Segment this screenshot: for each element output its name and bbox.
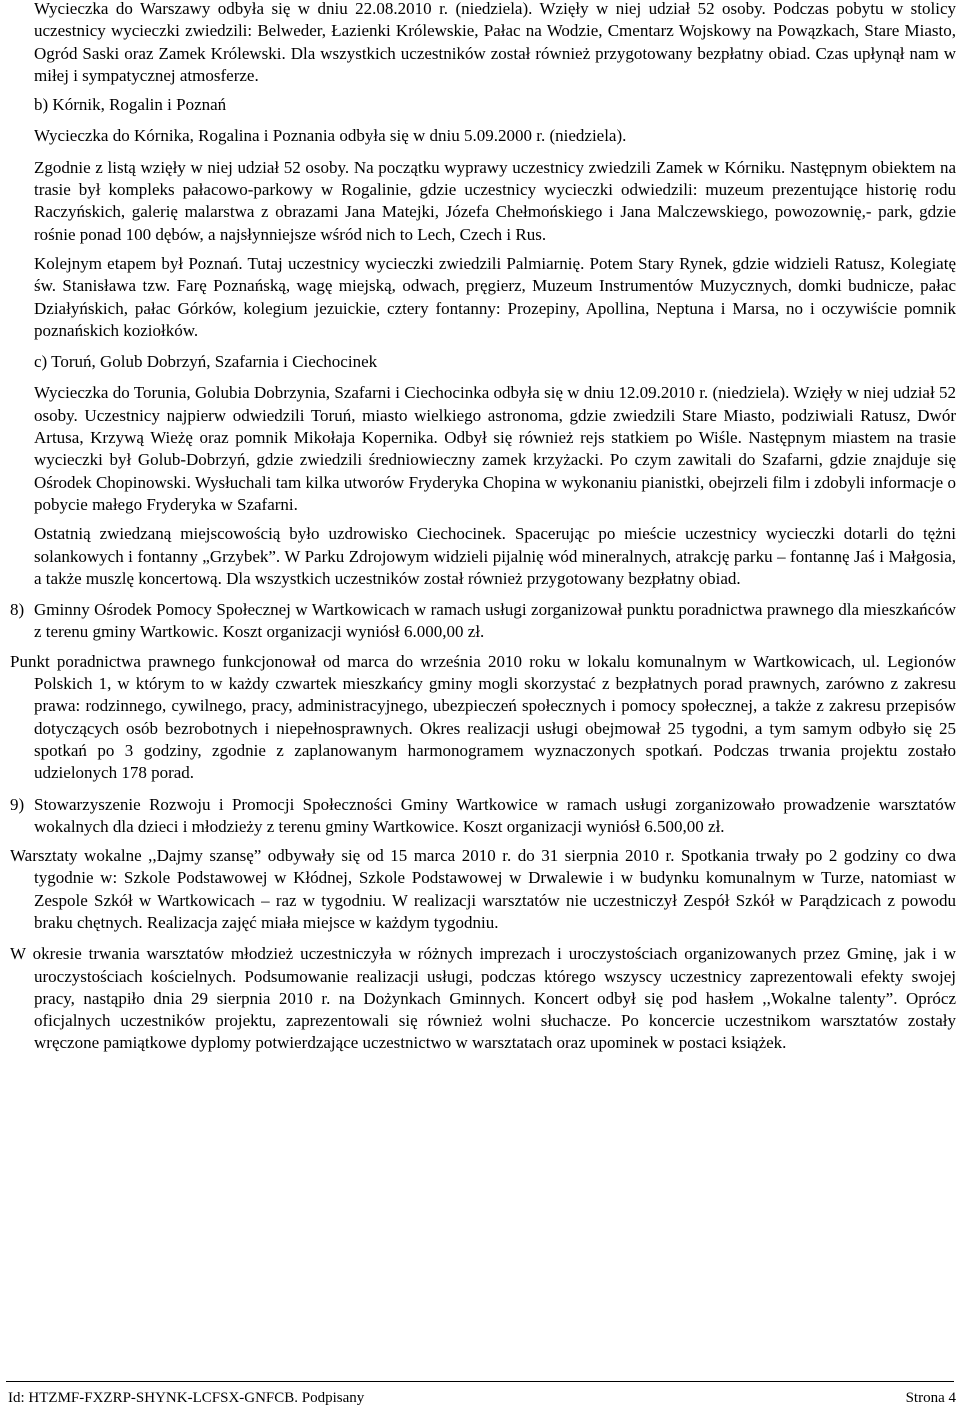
paragraph-legal-advice: Punkt poradnictwa prawnego funkcjonował od marca do września 2010 roku w lokalu komunalnym w Wartkowicach, ul. Legionów Polskich 1, w którym to w każdy czwartek mieszkańcy gminy mogli skorzystać z bezpłatnych porad prawnych, zarówno z zakresu prawa: rodzinnego, cywilnego, pracy, administracyjnego, ubezpieczeń społecznych i pomocy społecznej, a także z zakresu przepisów dotyczących osób bezrobotnych i niepełnosprawnych. Okres realizacji usługi obejmował 25 tygodni, a tym samym odbyło się 25 spotkań po 3 godziny, zgodnie z zaplanowanym harmonogramem wyznaczonych spotkań. Podczas trwania projektu zostało udzielonych 178 porad. <box>10 651 956 783</box>
section-heading-b: b) Kórnik, Rogalin i Poznań <box>34 95 227 115</box>
paragraph-torun-trip: Wycieczka do Torunia, Golubia Dobrzynia, Szafarni i Ciechocinka odbyła się w dniu 12.09.2010 r. (niedziela). Wzięły w niej udział 52 osoby. Uczestnicy najpierw odwiedzili Toruń, miasto wielkiego astronoma, gdzie zwiedzili Stare Miasto, podziwiali Ratusz, Dwór Artusa, Krzywą Wieżę oraz pomnik Mikołaja Kopernika. Odbył się również rejs statkiem po Wiśle. Następnym miastem na trasie wycieczki był Golub-Dobrzyń, gdzie zwiedzili średniowieczny zamek krzyżacki. Po czym zawitali do Szafarni, gdzie znajduje się Ośrodek Chopinowski. Wysłuchali tam kilka utworów Fryderyka Chopina w wykonaniu pianistki, obejrzeli film i zdobyli informacje o pobycie małego Fryderyka w Szafarni. <box>34 383 956 514</box>
item-text: Stowarzyszenie Rozwoju i Promocji Społeczności Gminy Wartkowice w ramach usługi zorganizowało prowadzenie warsztatów wokalnych dla dzieci i młodzieży z terenu gminy Wartkowice. Koszt organizacji wyniósł 6.500,00 zł. <box>34 794 956 836</box>
paragraph-warsaw-trip: Wycieczka do Warszawy odbyła się w dniu 22.08.2010 r. (niedziela). Wzięły w niej udział 52 osoby. Podczas pobytu w stolicy uczestnicy wycieczki zwiedzili: Belweder, Łazienki Królewskie, Pałac na Wodzie, Cmentarz Wojskowy na Powązkach, Stare Miasto, Ogród Saski oraz Zamek Królewski. Dla wszystkich uczestników został również przygotowany bezpłatny obiad. Czas upłynął nam w miłej i sympatycznej atmosferze. <box>34 0 956 85</box>
paragraph-ciechocinek-visit: Ostatnią zwiedzaną miejscowością było uzdrowisko Ciechocinek. Spacerując po mieście uczestnicy wycieczki dotarli do tężni solankowych i fontanny „Grzybek”. W Parku Zdrojowym widzieli pijalnię wód mineralnych, atrakcję parku – fontannę Jaś i Małgosia, a także muszlę koncertową. Dla wszystkich uczestników został również przygotowany bezpłatny obiad. <box>34 524 956 588</box>
paragraph-kornik-trip-date: Wycieczka do Kórnika, Rogalina i Poznania odbyła się w dniu 5.09.2000 r. (niedziela). <box>34 126 627 146</box>
paragraph-poznan-visit: Kolejnym etapem był Poznań. Tutaj uczestnicy wycieczki zwiedzili Palmiarnię. Potem Stary Rynek, gdzie widzieli Ratusz, Kolegiatę św. Stanisława tzw. Farę Poznańską, wagę miejską, odwach, pręgierz, Muzeum Instrumentów Muzycznych, domki budnicze, pałac Działyńskich, pałac Górków, kolegium jezuickie, cztery fontanny: Prozepiny, Apollina, Neptuna i Marsa, no i oczywiście pomnik poznańskich koziołków. <box>34 253 956 340</box>
page-number: Strona 4 <box>905 1390 956 1406</box>
paragraph-workshop-summary: W okresie trwania warsztatów młodzież uczestniczyła w różnych imprezach i uroczystościach organizowanych przez Gminę, jak i w uroczystościach kościelnych. Podsumowanie realizacji usługi, podczas którego wszyscy uczestnicy zaprezentowali efekty swojej pracy, nastąpiło dnia 29 sierpnia 2010 r. na Dożynkach Gminnych. Koncert odbył się pod hasłem ,,Wokalne talenty”. Oprócz oficjalnych uczestników projektu, zaprezentowali się również wolni słuchacze. Po koncercie uczestnikom warsztatów zostały wręczone pamiątkowe dyplomy potwierdzające uczestnictwo w warsztatach oraz upominek w postaci książek. <box>10 944 956 1053</box>
footer-divider <box>6 1381 954 1382</box>
section-heading-c: c) Toruń, Golub Dobrzyń, Szafarnia i Ciechocinek <box>34 352 378 372</box>
numbered-item-8 <box>10 599 956 644</box>
paragraph-vocal-workshops: Warsztaty wokalne ,,Dajmy szansę” odbywały się od 15 marca 2010 r. do 31 sierpnia 2010 r. Spotkania trwały po 2 godziny co dwa tygodnie w: Szkole Podstawowej w Kłódnej, Szkole Podstawowej w Drwalewie i w budynku komunalnym w Turze, natomiast w Zespole Szkół w Wartkowicach – raz w tygodniu. W realizacji warsztatów nie uczestniczył Zespół Szkół w Parądzicach z powodu braku chętnych. Realizacja zajęć miała miejsce w każdym tygodniu. <box>10 846 956 932</box>
item-text: Gminny Ośrodek Pomocy Społecznej w Wartkowicach w ramach usługi zorganizował punktu poradnictwa prawnego dla mieszkańców z terenu gminy Wartkowic. Koszt organizacji wyniósł 6.000,00 zł. <box>34 600 956 642</box>
document-body <box>10 0 956 1055</box>
paragraph-kornik-trip: Zgodnie z listą wzięły w niej udział 52 osoby. Na początku wyprawy uczestnicy zwiedzili Zamek w Kórniku. Następnym obiektem na trasie był kompleks pałacowo-parkowy w Rogalinie, gdzie uczestnicy wycieczki odwiedzili: muzeum prezentujące historię rodu Raczyńskich, galerię malarstwa z obrazami Jana Matejki, Józefa Chełmońskiego i Jana Malczewskiego, powozownię,- park, gdzie rośnie ponad 100 dębów, a najsłynniejsze wśród nich to Lech, Czech i Rus. <box>34 157 956 244</box>
numbered-item-9 <box>10 794 956 839</box>
item-number: 8) <box>10 600 25 620</box>
document-id: Id: HTZMF-FXZRP-SHYNK-LCFSX-GNFCB. Podpisany <box>8 1390 365 1406</box>
item-number: 9) <box>10 794 25 814</box>
